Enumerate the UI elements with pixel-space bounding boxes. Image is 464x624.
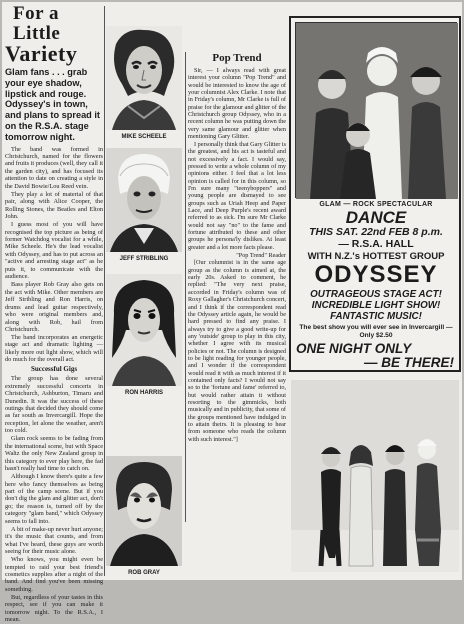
article-lede: Glam fans . . . grab your eye shadow, lipstick and rouge. Odyssey's in town, and plans to spread it on the R.S.A. stage tomorrow night. xyxy=(5,67,100,142)
letter-heading: Pop Trend xyxy=(212,52,262,64)
column-divider xyxy=(104,6,105,576)
ad-copy xyxy=(294,201,458,370)
letter-body xyxy=(188,67,286,443)
article-headline xyxy=(5,4,103,64)
portrait-photo-mike xyxy=(106,26,182,130)
ad-tagline: GLAM — ROCK SPECTACULAR xyxy=(319,201,433,208)
article-paragraph: Glam rock seems to be fading from the international scene, but with Space Waltz the only New Zealand group in this category to ever play here, the fad hasn't really had time to catch on. xyxy=(5,435,103,473)
portrait-photo-jeff xyxy=(106,148,182,252)
column-divider xyxy=(185,52,186,522)
ad-title: DANCE xyxy=(345,208,407,227)
article-paragraph: They play a lot of material of that pair, along with Alice Cooper, the Rolling Stones, the Beatles and Elton John. xyxy=(5,190,103,221)
portrait-image xyxy=(106,26,182,130)
photo-caption: JEFF STRIBLING xyxy=(119,256,169,262)
band-group-photo xyxy=(291,380,459,572)
ad-feature: FANTASTIC MUSIC! xyxy=(330,311,422,322)
ad-venue: — R.S.A. HALL xyxy=(338,238,414,250)
photo-caption: RON HARRIS xyxy=(124,390,163,396)
article-paragraph: A bit of make-up never hurt anyone; it's the music that counts, and from what I've heard, these guys are worth seeing for their music alone. xyxy=(5,525,103,556)
article-paragraph: The group has done several extremely successful concerts in Christchurch, Ashburton, Timaru and Dunedin. It was the success of these outings that decided they should come as far south as Invercargill. Hope the reception, let alone the weather, aren't too cold. xyxy=(5,375,103,435)
article-body xyxy=(5,146,103,624)
ad-be-there: — BE THERE! xyxy=(363,355,454,370)
letter-column xyxy=(188,52,286,522)
ad-feature: OUTRAGEOUS STAGE ACT! xyxy=(310,289,442,300)
article-column xyxy=(5,3,103,624)
dance-advertisement xyxy=(289,16,461,372)
portrait-image xyxy=(106,274,182,386)
headline-line-2: Variety xyxy=(5,41,78,66)
portrait-image xyxy=(106,456,182,566)
headline-line-1: For a Little xyxy=(13,3,61,44)
article-paragraph: The band was formed in Christchurch, named for the flowers and fruits it produces (well, they call it the garden city), and has focused its attention to date on creating a style in the David Bowie/Lou Reed vein. xyxy=(5,145,103,190)
ad-price: The best show you will ever see in Invercargill — Only $2.50 xyxy=(299,324,453,339)
photo-caption: ROB GRAY xyxy=(128,570,160,576)
article-paragraph: Although I know there's quite a few here who fancy themselves as being part of the camp scene. But if you don't dig the glam and glitter act, don't go; the reason is, turned off by the category "glam band," which Odyssey seems to fall into. xyxy=(5,473,103,525)
ad-image xyxy=(296,23,458,199)
article-paragraph: The band incorporates an energetic stage act and dramatic lighting — likely more out light show, which will do much for the overall act. xyxy=(5,333,103,364)
article-paragraph: I guess most of you will have recognised the top picture as being of former Watchdog vocalist for a while, Mike Scheele. He's the lead vocalist with Odyssey, and has to put across an "active and arresting stage act" as he puts it, to communicate with the audience. xyxy=(5,221,103,281)
article-paragraph: But, regardless of your tastes in this respect, see if you can make it tomorrow night. To the R.S.A., I mean. xyxy=(5,593,103,624)
portrait-photo-ron xyxy=(106,274,182,386)
photo-caption: MIKE SCHEELE xyxy=(121,134,167,140)
ad-one-night: ONE NIGHT ONLY xyxy=(296,341,412,356)
letter-paragraph: I personally think that Gary Glitter is the greatest, and his act is tasteful and not excessively a fact. I would say, pressed to write a whole column of my opinions either. I feel that a lot less opinion is called for in this column, so I'm sure many "teenyboppers" and young people are dismayed to see groups such as Uriah Heep and Paper Lace, and Deep Purple's recent award referred to as sick. I'm sure Mr Clarke would not say "no" to the fame and fortune attributed to these and other groups he persona'ly dislikes. At least greater and a lot more facts please. xyxy=(188,140,286,251)
ad-feature: INCREDIBLE LIGHT SHOW! xyxy=(311,300,441,311)
editor-reply: [Our columnist is in the same age group as the column is aimed at, the early 20s. Asked to comment, he replied: "The very next praise, accorded in Friday's column was of Roxy Gallagher's Christchurch concert, and I think if the correspondent read the Odyssey article again, he would be hard pressed to find any praise. I always try to give a good write-up for any 'outside' group to play in this city, whether I agree with its musical policies or not. The column is designed to be light reading for younger people, and I wonder if the correspondent would read it with as much interest if it contained only facts? I would not say so to the 'fortune and fame' referred to, but would rather attain it without resorting to the gimmicks, both musically and in publicity, that some of the groups mentioned have indulged in to attain theirs. It is pleasing to hear from someone who reads the column with such interest."] xyxy=(188,259,286,443)
portrait-column xyxy=(106,4,182,578)
portrait-photo-rob xyxy=(106,456,182,566)
article-paragraph: Bass player Rob Gray also gets on the act with Mike. Other members are Jeff Stribling and Ron Harris, on drums and lead guitar respectively, who were original members and, along with Rob, hail from Christchurch. xyxy=(5,281,103,333)
ad-date: THIS SAT. 22nd FEB 8 p.m. xyxy=(309,226,443,238)
ad-subtitle: WITH N.Z.'s HOTTEST GROUP xyxy=(307,251,445,262)
article-subheading: Successful Gigs xyxy=(30,364,78,373)
article-paragraph: Who knows, you might even be tempted to raid your best friend's cosmetics supplies after a night of the band. And find you've been missing something. xyxy=(5,556,103,593)
portrait-image xyxy=(106,148,182,252)
letter-paragraph: Sir, — I always read with great interest your column "Pop Trend" and would be interested to know the age of your columnist Alex Clarke. I note that in Friday's column, Mr Clarke is full of praise for the glamour and glitter of the Christchurch group Odyssey, who in a recent column he was putting down the very same glamour and glitter when mentioning Gary Glitter. xyxy=(188,67,286,141)
ad-band-name: ODYSSEY xyxy=(314,261,438,288)
band-image xyxy=(291,380,459,572)
letter-signature: "Pop Trend" Reader xyxy=(236,251,286,259)
newspaper-clipping xyxy=(2,2,462,624)
ad-band-photo xyxy=(295,22,457,198)
